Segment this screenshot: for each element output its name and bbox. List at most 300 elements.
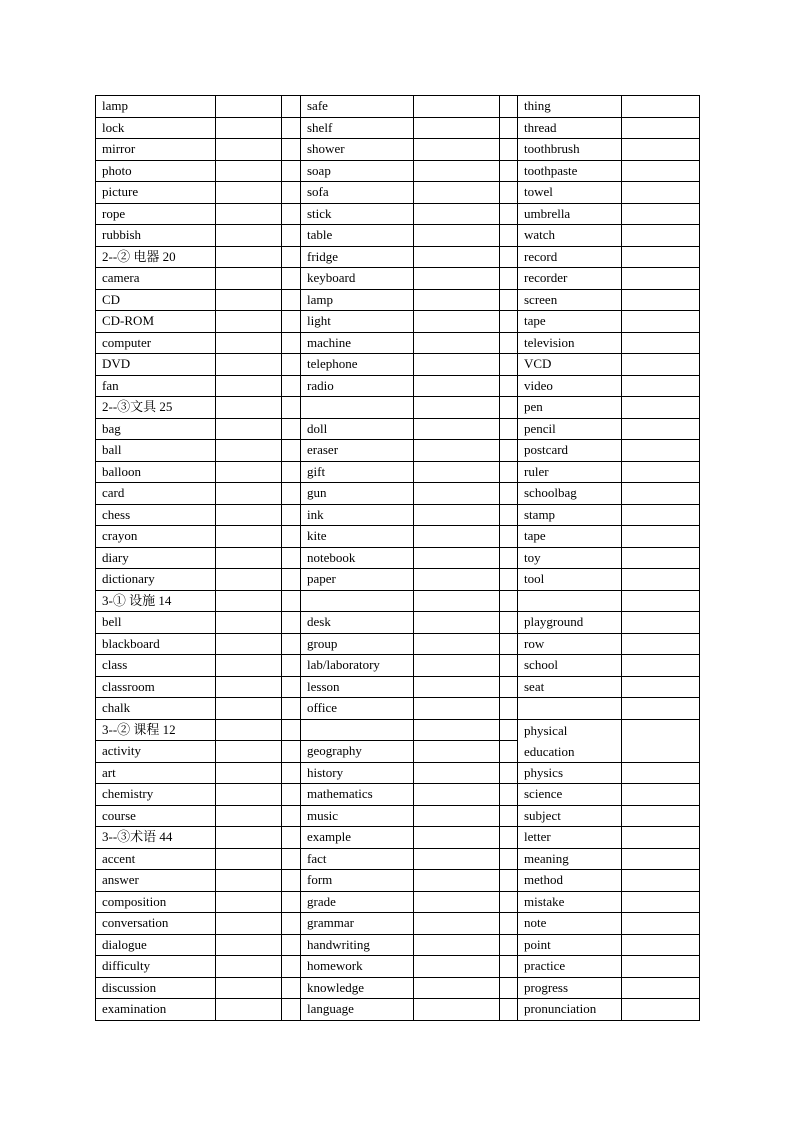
word-cell: 2--③文具 25: [96, 397, 216, 419]
word-cell: telephone: [301, 354, 414, 376]
answer-cell[interactable]: [622, 203, 700, 225]
table-row: [96, 203, 700, 225]
answer-cell[interactable]: [216, 96, 282, 118]
answer-cell[interactable]: [414, 397, 500, 419]
word-cell: history: [301, 762, 414, 784]
spacer-cell: [282, 934, 301, 956]
spacer-cell: [282, 418, 301, 440]
answer-cell[interactable]: [414, 504, 500, 526]
spacer-cell: [500, 612, 518, 634]
answer-cell[interactable]: [216, 289, 282, 311]
word-cell: conversation: [96, 913, 216, 935]
word-cell: CD: [96, 289, 216, 311]
table-row: [96, 762, 700, 784]
answer-cell[interactable]: [414, 569, 500, 591]
spacer-cell: [500, 719, 518, 741]
answer-cell[interactable]: [414, 268, 500, 290]
spacer-cell: [282, 397, 301, 419]
answer-cell[interactable]: [414, 612, 500, 634]
spacer-cell: [500, 698, 518, 720]
word-cell: art: [96, 762, 216, 784]
spacer-cell: [282, 375, 301, 397]
word-cell: office: [301, 698, 414, 720]
spacer-cell: [282, 160, 301, 182]
spacer-cell: [500, 741, 518, 763]
answer-cell[interactable]: [414, 96, 500, 118]
word-cell: lamp: [301, 289, 414, 311]
word-cell: answer: [96, 870, 216, 892]
word-cell: computer: [96, 332, 216, 354]
word-cell: row: [518, 633, 622, 655]
word-cell: [518, 698, 622, 720]
answer-cell[interactable]: [414, 139, 500, 161]
word-cell: difficulty: [96, 956, 216, 978]
answer-cell[interactable]: [216, 956, 282, 978]
word-cell: doll: [301, 418, 414, 440]
answer-cell[interactable]: [414, 289, 500, 311]
word-cell: science: [518, 784, 622, 806]
word-cell: practice: [518, 956, 622, 978]
answer-cell[interactable]: [216, 569, 282, 591]
spacer-cell: [500, 827, 518, 849]
answer-cell[interactable]: [622, 526, 700, 548]
spacer-cell: [500, 956, 518, 978]
word-cell: dialogue: [96, 934, 216, 956]
word-cell: group: [301, 633, 414, 655]
word-cell: ball: [96, 440, 216, 462]
answer-cell[interactable]: [216, 676, 282, 698]
answer-cell[interactable]: [414, 182, 500, 204]
answer-cell[interactable]: [216, 139, 282, 161]
answer-cell[interactable]: [216, 418, 282, 440]
answer-cell[interactable]: [414, 762, 500, 784]
answer-cell[interactable]: [622, 719, 700, 762]
answer-cell[interactable]: [216, 784, 282, 806]
answer-cell[interactable]: [216, 117, 282, 139]
spacer-cell: [282, 483, 301, 505]
word-cell: crayon: [96, 526, 216, 548]
spacer-cell: [500, 633, 518, 655]
answer-cell[interactable]: [216, 160, 282, 182]
word-cell: soap: [301, 160, 414, 182]
word-cell: mistake: [518, 891, 622, 913]
word-cell: progress: [518, 977, 622, 999]
spacer-cell: [282, 698, 301, 720]
answer-cell[interactable]: [414, 805, 500, 827]
table-row: [96, 461, 700, 483]
answer-cell[interactable]: [414, 483, 500, 505]
table-row: [96, 891, 700, 913]
spacer-cell: [500, 676, 518, 698]
answer-cell[interactable]: [622, 956, 700, 978]
answer-cell[interactable]: [622, 612, 700, 634]
answer-cell[interactable]: [622, 440, 700, 462]
table-row: [96, 354, 700, 376]
spacer-cell: [500, 246, 518, 268]
word-cell: towel: [518, 182, 622, 204]
answer-cell[interactable]: [414, 977, 500, 999]
word-cell: classroom: [96, 676, 216, 698]
word-cell: 3--② 课程 12: [96, 719, 216, 741]
answer-cell[interactable]: [216, 504, 282, 526]
word-cell: balloon: [96, 461, 216, 483]
answer-cell[interactable]: [622, 784, 700, 806]
spacer-cell: [282, 633, 301, 655]
answer-cell[interactable]: [414, 332, 500, 354]
word-cell: toothbrush: [518, 139, 622, 161]
spacer-cell: [282, 590, 301, 612]
word-cell: stamp: [518, 504, 622, 526]
word-cell: thread: [518, 117, 622, 139]
table-row: [96, 999, 700, 1021]
answer-cell[interactable]: [414, 526, 500, 548]
word-cell: chalk: [96, 698, 216, 720]
word-cell: accent: [96, 848, 216, 870]
spacer-cell: [500, 934, 518, 956]
spacer-cell: [500, 96, 518, 118]
answer-cell[interactable]: [414, 418, 500, 440]
answer-cell[interactable]: [622, 332, 700, 354]
answer-cell[interactable]: [216, 268, 282, 290]
word-cell: lesson: [301, 676, 414, 698]
answer-cell[interactable]: [216, 590, 282, 612]
answer-cell[interactable]: [622, 354, 700, 376]
spacer-cell: [282, 762, 301, 784]
answer-cell[interactable]: [216, 375, 282, 397]
answer-cell[interactable]: [622, 117, 700, 139]
word-cell: composition: [96, 891, 216, 913]
word-cell: lab/laboratory: [301, 655, 414, 677]
answer-cell[interactable]: [216, 762, 282, 784]
word-cell: recorder: [518, 268, 622, 290]
word-cell: rubbish: [96, 225, 216, 247]
spacer-cell: [282, 848, 301, 870]
answer-cell[interactable]: [414, 547, 500, 569]
answer-cell[interactable]: [216, 655, 282, 677]
answer-cell[interactable]: [216, 612, 282, 634]
answer-cell[interactable]: [216, 547, 282, 569]
spacer-cell: [500, 203, 518, 225]
word-cell: radio: [301, 375, 414, 397]
word-cell: notebook: [301, 547, 414, 569]
table-row: [96, 870, 700, 892]
table-row: [96, 418, 700, 440]
table-row: [96, 483, 700, 505]
answer-cell[interactable]: [414, 719, 500, 741]
word-cell: chess: [96, 504, 216, 526]
word-cell: subject: [518, 805, 622, 827]
answer-cell[interactable]: [216, 977, 282, 999]
word-cell: tape: [518, 311, 622, 333]
spacer-cell: [282, 719, 301, 741]
answer-cell[interactable]: [216, 246, 282, 268]
word-cell: watch: [518, 225, 622, 247]
answer-cell[interactable]: [216, 483, 282, 505]
spacer-cell: [282, 354, 301, 376]
answer-cell[interactable]: [414, 934, 500, 956]
spacer-cell: [282, 117, 301, 139]
answer-cell[interactable]: [414, 870, 500, 892]
answer-cell[interactable]: [622, 289, 700, 311]
spacer-cell: [500, 332, 518, 354]
answer-cell[interactable]: [414, 698, 500, 720]
answer-cell[interactable]: [216, 848, 282, 870]
answer-cell[interactable]: [216, 311, 282, 333]
answer-cell[interactable]: [414, 676, 500, 698]
spacer-cell: [282, 956, 301, 978]
answer-cell[interactable]: [622, 160, 700, 182]
word-cell: [301, 397, 414, 419]
answer-cell[interactable]: [622, 268, 700, 290]
answer-cell[interactable]: [414, 956, 500, 978]
word-cell: kite: [301, 526, 414, 548]
answer-cell[interactable]: [622, 225, 700, 247]
answer-cell[interactable]: [622, 246, 700, 268]
answer-cell[interactable]: [414, 225, 500, 247]
answer-cell[interactable]: [622, 762, 700, 784]
word-cell: [301, 719, 414, 741]
word-cell: blackboard: [96, 633, 216, 655]
table-row: [96, 827, 700, 849]
answer-cell[interactable]: [622, 590, 700, 612]
answer-cell[interactable]: [622, 547, 700, 569]
answer-cell[interactable]: [414, 655, 500, 677]
spacer-cell: [500, 117, 518, 139]
answer-cell[interactable]: [622, 504, 700, 526]
answer-cell[interactable]: [216, 633, 282, 655]
spacer-cell: [282, 784, 301, 806]
answer-cell[interactable]: [216, 870, 282, 892]
answer-cell[interactable]: [414, 913, 500, 935]
answer-cell[interactable]: [622, 805, 700, 827]
spacer-cell: [500, 913, 518, 935]
answer-cell[interactable]: [414, 354, 500, 376]
vocabulary-table: [95, 95, 700, 1021]
spacer-cell: [282, 182, 301, 204]
answer-cell[interactable]: [216, 526, 282, 548]
answer-cell[interactable]: [414, 633, 500, 655]
answer-cell[interactable]: [622, 633, 700, 655]
word-cell: safe: [301, 96, 414, 118]
word-cell: 3--③术语 44: [96, 827, 216, 849]
answer-cell[interactable]: [622, 483, 700, 505]
answer-cell[interactable]: [216, 999, 282, 1021]
answer-cell[interactable]: [216, 934, 282, 956]
answer-cell[interactable]: [414, 891, 500, 913]
table-row: [96, 784, 700, 806]
answer-cell[interactable]: [414, 827, 500, 849]
word-cell: gun: [301, 483, 414, 505]
answer-cell[interactable]: [216, 827, 282, 849]
table-row: [96, 612, 700, 634]
table-row: [96, 440, 700, 462]
answer-cell[interactable]: [216, 698, 282, 720]
word-cell: bag: [96, 418, 216, 440]
table-row: [96, 956, 700, 978]
answer-cell[interactable]: [622, 848, 700, 870]
answer-cell[interactable]: [622, 977, 700, 999]
word-cell: screen: [518, 289, 622, 311]
spacer-cell: [500, 289, 518, 311]
word-cell: sofa: [301, 182, 414, 204]
word-cell: ruler: [518, 461, 622, 483]
word-cell: music: [301, 805, 414, 827]
answer-cell[interactable]: [216, 397, 282, 419]
word-cell: class: [96, 655, 216, 677]
word-cell: 2--② 电器 20: [96, 246, 216, 268]
word-cell: lamp: [96, 96, 216, 118]
spacer-cell: [500, 461, 518, 483]
word-cell: activity: [96, 741, 216, 763]
spacer-cell: [282, 268, 301, 290]
spacer-cell: [282, 977, 301, 999]
word-cell: meaning: [518, 848, 622, 870]
table-row: [96, 633, 700, 655]
spacer-cell: [500, 999, 518, 1021]
answer-cell[interactable]: [622, 461, 700, 483]
answer-cell[interactable]: [622, 934, 700, 956]
word-cell: [518, 590, 622, 612]
spacer-cell: [282, 461, 301, 483]
answer-cell[interactable]: [622, 139, 700, 161]
answer-cell[interactable]: [216, 354, 282, 376]
spacer-cell: [282, 289, 301, 311]
answer-cell[interactable]: [622, 655, 700, 677]
answer-cell[interactable]: [622, 827, 700, 849]
answer-cell[interactable]: [622, 569, 700, 591]
spacer-cell: [500, 182, 518, 204]
table-row: [96, 977, 700, 999]
spacer-cell: [500, 418, 518, 440]
word-cell: shower: [301, 139, 414, 161]
word-cell: ink: [301, 504, 414, 526]
table-row: [96, 139, 700, 161]
answer-cell[interactable]: [414, 203, 500, 225]
answer-cell[interactable]: [622, 999, 700, 1021]
answer-cell[interactable]: [414, 117, 500, 139]
word-cell: table: [301, 225, 414, 247]
answer-cell[interactable]: [216, 440, 282, 462]
word-cell: VCD: [518, 354, 622, 376]
answer-cell[interactable]: [216, 913, 282, 935]
word-cell: postcard: [518, 440, 622, 462]
answer-cell[interactable]: [216, 719, 282, 741]
spacer-cell: [282, 440, 301, 462]
word-cell: pen: [518, 397, 622, 419]
spacer-cell: [500, 784, 518, 806]
spacer-cell: [500, 977, 518, 999]
table-row: [96, 332, 700, 354]
answer-cell[interactable]: [414, 784, 500, 806]
answer-cell[interactable]: [216, 182, 282, 204]
spacer-cell: [282, 332, 301, 354]
spacer-cell: [282, 526, 301, 548]
word-cell: point: [518, 934, 622, 956]
word-cell: mathematics: [301, 784, 414, 806]
word-cell: language: [301, 999, 414, 1021]
word-cell: examination: [96, 999, 216, 1021]
spacer-cell: [500, 848, 518, 870]
word-cell: discussion: [96, 977, 216, 999]
spacer-cell: [500, 569, 518, 591]
answer-cell[interactable]: [414, 590, 500, 612]
answer-cell[interactable]: [216, 203, 282, 225]
answer-cell[interactable]: [622, 375, 700, 397]
spacer-cell: [282, 203, 301, 225]
answer-cell[interactable]: [216, 332, 282, 354]
answer-cell[interactable]: [216, 461, 282, 483]
answer-cell[interactable]: [216, 741, 282, 763]
word-cell: note: [518, 913, 622, 935]
answer-cell[interactable]: [622, 397, 700, 419]
answer-cell[interactable]: [622, 891, 700, 913]
answer-cell[interactable]: [622, 418, 700, 440]
word-cell: thing: [518, 96, 622, 118]
word-cell: card: [96, 483, 216, 505]
word-cell: pronunciation: [518, 999, 622, 1021]
answer-cell[interactable]: [216, 891, 282, 913]
word-cell: pencil: [518, 418, 622, 440]
word-cell: mirror: [96, 139, 216, 161]
word-cell: method: [518, 870, 622, 892]
word-cell: keyboard: [301, 268, 414, 290]
spacer-cell: [500, 311, 518, 333]
table-row: [96, 289, 700, 311]
answer-cell[interactable]: [414, 999, 500, 1021]
answer-cell[interactable]: [414, 246, 500, 268]
spacer-cell: [500, 655, 518, 677]
answer-cell[interactable]: [622, 182, 700, 204]
table-row: [96, 848, 700, 870]
answer-cell[interactable]: [622, 698, 700, 720]
answer-cell[interactable]: [622, 96, 700, 118]
word-cell: physical education: [518, 719, 622, 762]
answer-cell[interactable]: [414, 848, 500, 870]
answer-cell[interactable]: [622, 311, 700, 333]
spacer-cell: [500, 440, 518, 462]
word-cell: CD-ROM: [96, 311, 216, 333]
word-cell: schoolbag: [518, 483, 622, 505]
answer-cell[interactable]: [414, 741, 500, 763]
spacer-cell: [282, 891, 301, 913]
answer-cell[interactable]: [216, 225, 282, 247]
answer-cell[interactable]: [622, 870, 700, 892]
spacer-cell: [500, 891, 518, 913]
table-row: [96, 719, 700, 741]
answer-cell[interactable]: [622, 913, 700, 935]
spacer-cell: [282, 655, 301, 677]
word-cell: stick: [301, 203, 414, 225]
word-cell: light: [301, 311, 414, 333]
answer-cell[interactable]: [414, 440, 500, 462]
answer-cell[interactable]: [414, 160, 500, 182]
word-cell: seat: [518, 676, 622, 698]
table-row: [96, 117, 700, 139]
table-row: [96, 569, 700, 591]
word-cell: geography: [301, 741, 414, 763]
answer-cell[interactable]: [622, 676, 700, 698]
spacer-cell: [500, 483, 518, 505]
answer-cell[interactable]: [414, 375, 500, 397]
word-cell: handwriting: [301, 934, 414, 956]
word-cell: toy: [518, 547, 622, 569]
answer-cell[interactable]: [414, 461, 500, 483]
spacer-cell: [500, 397, 518, 419]
table-row: [96, 268, 700, 290]
answer-cell[interactable]: [414, 311, 500, 333]
answer-cell[interactable]: [216, 805, 282, 827]
spacer-cell: [500, 354, 518, 376]
